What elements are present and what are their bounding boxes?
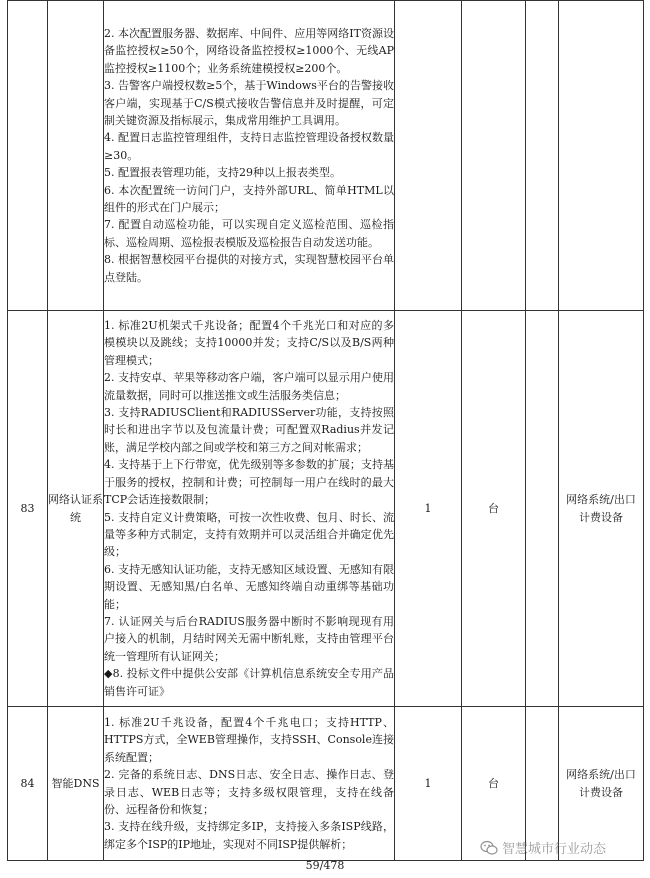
category-text: 网络系统/出口计费设备 (566, 493, 636, 524)
param-line: ◆8. 投标文件中提供公安部《计算机信息系统安全专用产品销售许可证》 (104, 667, 394, 698)
param-line: 5. 配置报表管理功能，支持29种以上报表类型。 (104, 166, 341, 180)
item-unit: 台 (462, 311, 526, 707)
param-line: 1. 标准2U机架式千兆设备；配置4个千兆光口和对应的多模模块以及跳线；支持10000并发；支持C/S以及B/S两种管理模式； (104, 319, 394, 367)
param-line: 4. 支持基于上下行带宽，优先级别等多参数的扩展；支持基于服务的授权，控制和计费；可控制每一用户在线时的最大TCP会话连接数限制； (104, 458, 394, 507)
blank-cell (526, 1, 559, 311)
table-row (8, 311, 644, 707)
watermark (480, 838, 606, 857)
watermark-text: 智慧城市行业动态 (502, 842, 607, 857)
param-line: 3. 支持在线升级，支持绑定多IP，支持接入多条ISP线路，绑定多个ISP的IP地址，实现对不同ISP提供解析； (104, 820, 394, 851)
item-category (559, 311, 644, 707)
item-unit (462, 1, 526, 311)
param-line: 7. 认证网关与后台RADIUS服务器中断时不影响现现有用户接入的机制，月结时网关无需中断轧账，支持由管理平台统一管理所有认证网关； (104, 614, 394, 663)
category-text: 网络系统/出口计费设备 (566, 768, 636, 799)
item-quantity (395, 1, 462, 311)
item-number: 83 (8, 311, 48, 707)
item-params (104, 707, 395, 861)
param-line: 6. 本次配置统一访问门户，支持外部URL、简单HTML以组件的形式在门户展示； (104, 183, 394, 215)
item-quantity: 1 (395, 707, 462, 861)
item-category (559, 1, 644, 311)
item-unit: 台 (462, 707, 526, 861)
blank-cell (526, 311, 559, 707)
item-quantity: 1 (395, 311, 462, 707)
param-line: 6. 支持无感知认证功能，支持无感知区域设置、无感知有限期设置、无感知黑/白名单、无感知终端自动重绑等基础功能； (104, 562, 394, 611)
param-line: 2. 完备的系统日志、DNS日志、安全日志、操作日志、登录日志、WEB日志等；支持多级权限管理，支持在线备份、远程备份和恢复； (104, 768, 394, 816)
item-params (104, 311, 395, 707)
param-line: 8. 根据智慧校园平台提供的对接方式，实现智慧校园平台单点登陆。 (104, 253, 394, 284)
table-row (8, 1, 644, 311)
param-line: 2. 支持安卓、苹果等移动客户端，客户端可以显示用户使用流量数据，同时可以推送推文或生活服务类信息； (104, 371, 394, 402)
param-line: 3. 告警客户端授权数≥5个，基于Windows平台的告警接收客户端，实现基于C/S模式接收告警信息并及时提醒，可定制关键资源及指标展示，集成常用维护工具调用。 (104, 79, 394, 127)
item-number: 84 (8, 707, 48, 861)
param-line: 1. 标准2U千兆设备，配置4个千兆电口；支持HTTP、HTTPS方式，全WEB管理操作，支持SSH、Console连接系统配置； (104, 715, 394, 764)
param-line: 7. 配置自动巡检功能，可以实现自定义巡检范围、巡检指标、巡检周期、巡检报表模版及巡检报告自动发送功能。 (104, 218, 394, 249)
page-number: 59/478 (305, 859, 345, 872)
item-name (48, 1, 104, 311)
wechat-icon (480, 840, 498, 856)
param-line: 5. 支持自定义计费策略，可按一次性收费、包月、时长、流量等多种方式制定，支持有效期并可以灵活组合并确定优先级； (104, 510, 394, 559)
item-name: 智能DNS (48, 707, 104, 861)
param-line: 2. 本次配置服务器、数据库、中间件、应用等网络IT资源设备监控授权≥50个，网络设备监控授权≥1000个、无线AP监控授权≥1100个；业务系统建模授权≥200个。 (104, 26, 394, 75)
item-params (104, 1, 395, 311)
item-name: 网络认证系统 (48, 311, 104, 707)
param-line: 3. 支持RADIUSClient和RADIUSServer功能，支持按照时长和进出字节以及包流量计费；可配置双Radius并发记账，满足学校内部之间或学校和第三方之间对帐需求； (104, 406, 394, 454)
spec-table (7, 0, 644, 861)
item-number (8, 1, 48, 311)
param-line: 4. 配置日志监控管理组件，支持日志监控管理设备授权数量≥30。 (104, 131, 394, 162)
